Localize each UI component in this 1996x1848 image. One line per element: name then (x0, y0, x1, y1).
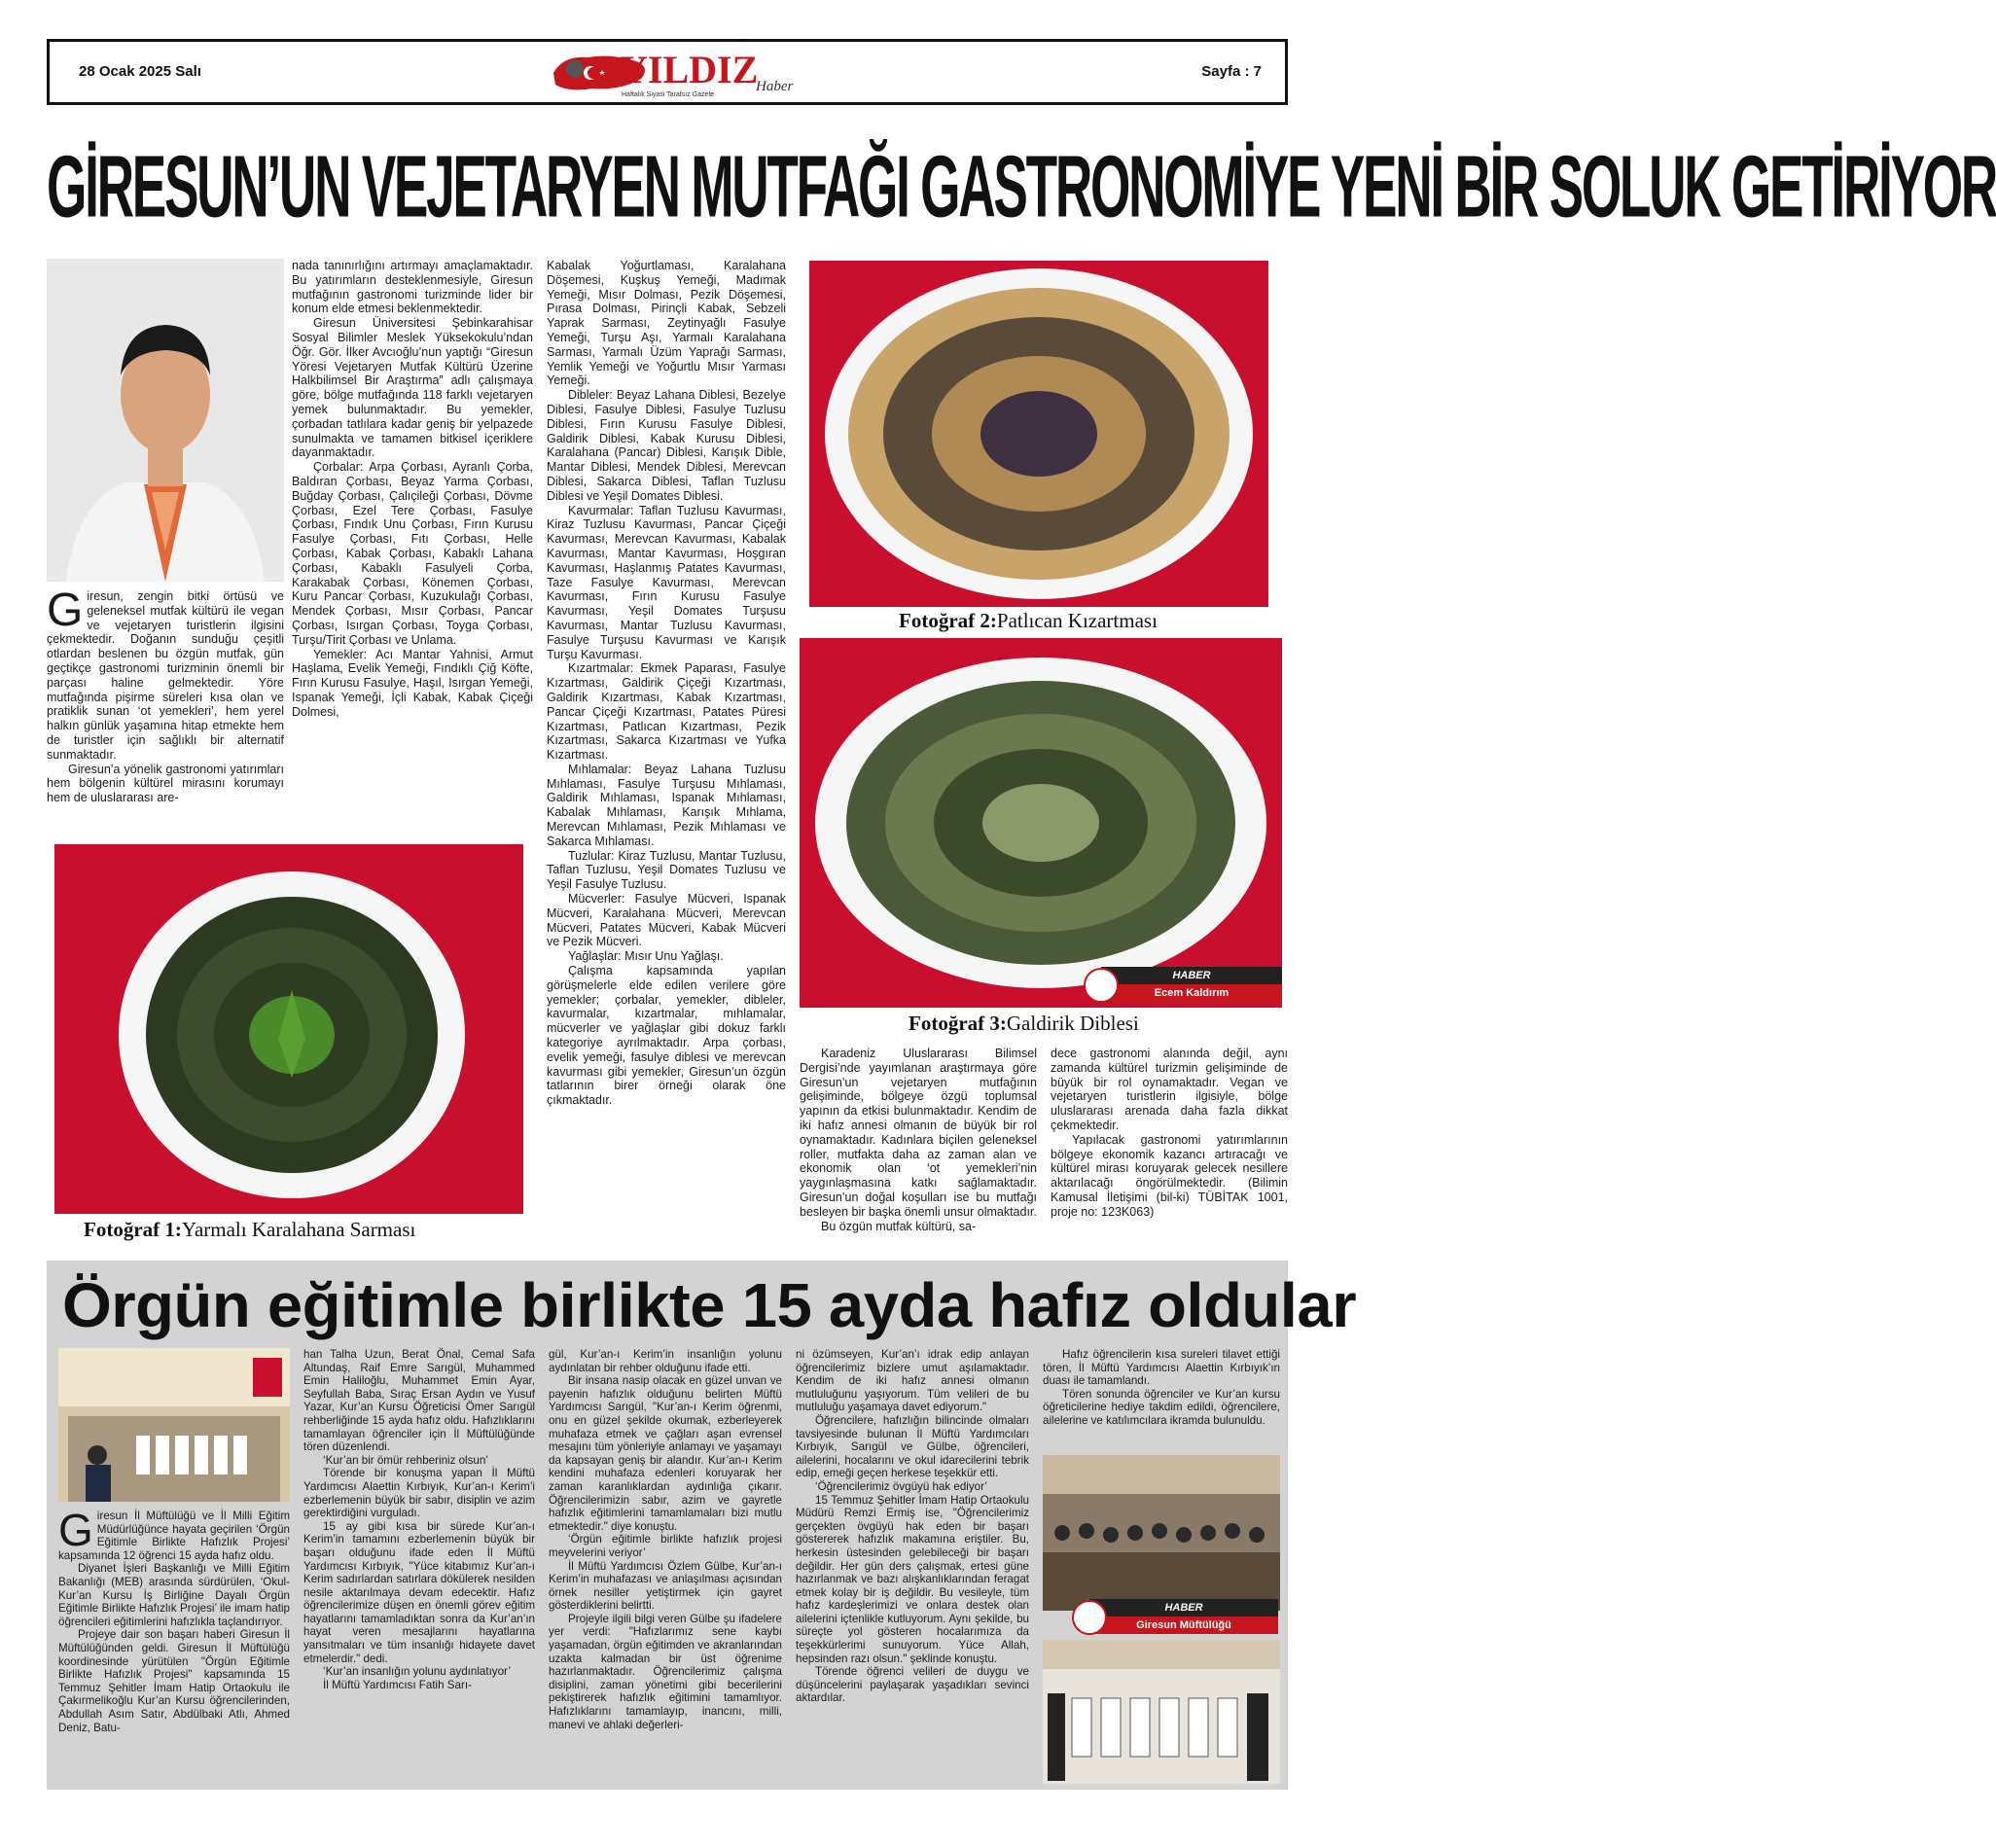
subheading: ‘Kur’an bir ömür rehberiniz olsun’ (323, 1453, 488, 1467)
caption-label: Fotoğraf 3: (909, 1012, 1007, 1035)
paragraph: Çalışma kapsamında yapılan görüşmelerle elde edilen verilere göre yemekler; çorbalar, yemekler, dibleler, kavurmalar, kızartmalar, mıhlamalar, mücverler ve yağlaşlar gibi dokuz farklı kategoriye ayrılmaktadır. Arpa çorbası, evelik yemeği, fasulye diblesi ve merevcan kavurması gibi yemekler, Giresun’un özgün tatlarının birer örneği olarak öne çıkmaktadır. (547, 964, 786, 1108)
paragraph: Mücverler: Fasulye Mücveri, Ispanak Mücveri, Karalahana Mücveri, Merevcan Mücveri, Patates Mücveri, Kabak Mücveri ve Pezik Mücveri. (547, 892, 786, 949)
photo-ceremony (58, 1348, 290, 1502)
author-badge-2 (1072, 1599, 1278, 1638)
paragraph: İl Müftü Yardımcısı Özlem Gülbe, Kur’an-ı Kerim’in muhafazası ve anlaşılması açısından örnek nesiller yetiştirmek için gayret gösterdiklerini belirtti. (549, 1559, 782, 1613)
badge-label: HABER (1101, 967, 1282, 984)
badge-label: HABER (1089, 1599, 1278, 1617)
subheading: ‘Kur’an insanlığın yolunu aydınlatıyor’ (323, 1665, 511, 1679)
article1-column-1 (47, 585, 284, 833)
paragraph: Tuzlular: Kiraz Tuzlusu, Mantar Tuzlusu, Taflan Tuzlusu, Yeşil Domates Tuzlusu ve Yeşil Fasulye Tuzlusu. (547, 848, 786, 892)
logo-title: YILDIZ (620, 48, 759, 91)
paragraph: iresun İl Müftülüğü ve İl Milli Eğitim Müdürlüğünce hayata geçirilen ‘Örgün Eğitimle Birlikte Hafızlık Projesi’ kapsamında 12 öğrenci 15 ayda hafız oldu. (58, 1510, 290, 1562)
paragraph: Törende öğrenci velileri de duygu ve düşüncelerini paylaşarak yaşadıkları sevinci aktardılar. (796, 1665, 1029, 1705)
paragraph: Bu özgün mutfak kültürü, sa- (821, 1219, 977, 1233)
article1-column-4 (800, 1047, 1037, 1255)
badge-author: Ecem Kaldırım (1101, 984, 1282, 1002)
dropcap: G (58, 1505, 93, 1555)
author-photo (47, 259, 284, 582)
article2-column-2 (303, 1348, 535, 1782)
paragraph: iresun, zengin bitki örtüsü ve geleneksel mutfak kültürü ile vegan ve vejetaryen turistlerin ilgisini çekmektedir. Doğanın sunduğu çeşitli otlardan beslenen bu özgün mutfak, gün geçtikçe gastronomi turizminin önemli bir parçası haline gelmektedir. Yöre mutfağında pişirme süreleri kısa olan ve pratiklik sunan ‘ot yemekleri’, hem yerel halkın günlük yaşamına hitap etmekte hem de turistler için sağlıklı bir alternatif sunmaktadır. (47, 589, 284, 762)
paragraph: Yağlaşlar: Mısır Unu Yağlaşı. (568, 949, 724, 964)
article2-column-4 (796, 1348, 1029, 1782)
paragraph: Bir insana nasip olacak en güzel unvan ve payenin hafızlık olduğunu belirten Müftü Yardımcısı Sarıgül, "Kur’an-ı Kerim öğrenmi, onu en güzel şekilde okumak, ezberleyerek muhafaza etmek ve çağları aşan evrensel mesajını tüm yönleriyle anlamayı ve yaşamayı da kapsayan geniş bir alandır. Kur’an-ı Kerim kendini muhafaza edenleri koruyarak her zaman karanlıklardan aydınlığa çıkarır. Öğrencilerimizin sabır, azim ve gayretle hafızlık eğitimlerini tamamlamaları bizi mutlu etmektedir." diye konuştu. (549, 1374, 782, 1533)
paragraph: dece gastronomi alanında değil, aynı zamanda kültürel turizmin gelişiminde de büyük bir rol oynamaktadır. Vegan ve vejetaryen turistlerin ilgisiyle, bölge uluslararası arenada daha fazla dikkat çekmektedir. (1051, 1047, 1288, 1132)
article1-headline: GİRESUN’UN VEJETARYEN MUTFAĞI GASTRONOMİYE YENİ BİR SOLUK GETİRİYOR (47, 138, 1996, 235)
caption-label: Fotoğraf 1: (84, 1218, 182, 1241)
paragraph: 15 Temmuz Şehitler İmam Hatip Ortaokulu Müdürü Remzi Ermiş ise, "Öğrencilerimiz gerçekten övgüyü hak eden bir başarı göstererek hafızlık makamına eriştiler. Bu, herkesin üstesinden gelebileceği bir başarı değildir. Her gün ders çalışmak, ertesi güne hazırlanmak ve bazı alışkanlıklarından feragat etmek kolay bir iş değildir. Bu vesileyle, tüm hafız kardeşlerimizi ve onlara destek olan ailelerini içtenlikle kutluyorum. Aynı şekilde, bu süreçte yol gösteren hocalarımıza da teşekkürlerimi sunuyorum. Yüce Allah, hepsinden razı olsun." şeklinde konuştu. (796, 1493, 1029, 1665)
paragraph: Diyanet İşleri Başkanlığı ve Milli Eğitim Bakanlığı (MEB) arasında sürdürülen, ‘Okul-Kur’an Kursu İş Birliğine Dayalı Örgün Eğitimle Birlikte Hafızlık Projesi’ ile imam hatip öğrencileri eğitimlerini hafızlıkla taçlandırıyor. (58, 1562, 290, 1628)
paragraph: Törende bir konuşma yapan İl Müftü Yardımcısı Alaettin Kırbıyık, Kur’an-ı Kerim’i ezberlemenin büyük bir sabır, disiplin ve azim gerektirdiğini vurguladı. (303, 1467, 535, 1520)
article2-column-5 (1043, 1348, 1280, 1451)
caption-text: Patlıcan Kızartması (996, 609, 1158, 632)
newspaper-logo (544, 44, 816, 102)
photo-patlican (809, 261, 1268, 607)
photo-caption-1 (84, 1218, 415, 1242)
paragraph: Hafız öğrencilerin kısa sureleri tilavet ettiği tören, İl Müftü Yardımcısı Alaettin Kırbıyık’ın duası ile tamamlandı. (1043, 1348, 1280, 1388)
paragraph: Yemekler: Acı Mantar Yahnisi, Armut Haşlama, Evelik Yemeği, Fındıklı Çiğ Köfte, Fırın Kurusu Fasulye, Haşıl, Isırgan Yemeği, Ispanak Yemeği, İçli Kabak, Kabak Çiçeği Dolmesi, (292, 647, 533, 719)
photo-caption-3 (909, 1012, 1139, 1036)
article2-column-3 (549, 1348, 782, 1782)
paragraph: Karadeniz Uluslararası Bilimsel Dergisi’nde yayımlanan araştırmaya göre Giresun’un vejetaryen mutfağının gelişiminde, bölgeye özgü toplumsal yapının da etkisi bulunmaktadır. Kendim de iki hafız annesi olmanın de büyük bir rol oynamaktadır. Kadınlara biçilen geleneksel roller, mutfakta daha az zaman alan ve ekonomik olan ‘ot yemekleri’nin yaygınlaşmasına katkı sağlamaktadır. Giresun’un doğal koşulları ise bu mutfağı besleyen bir başka önemli unsur olmaktadır. (800, 1047, 1037, 1219)
caption-text: Yarmalı Karalahana Sarması (181, 1218, 416, 1241)
article2-column-1 (58, 1505, 290, 1782)
badge-logo-icon (1084, 968, 1119, 1003)
caption-label: Fotoğraf 2: (899, 609, 997, 632)
paragraph: Kızartmalar: Ekmek Paparası, Fasulye Kızartması, Galdirik Çiçeği Kızartması, Galdirik Kızartması, Kabak Kızartması, Pancar Çiçeği Kızartması, Patates Püresi Kızartması, Patlıcan Kızartması, Pezik Kızartması, Sakarca Kızartması ve Yufka Kızartması. (547, 661, 786, 763)
logo-script: Haber (756, 79, 794, 94)
article1-column-3 (547, 259, 786, 1255)
photo-caption-2 (899, 609, 1158, 633)
badge-logo-icon (1072, 1600, 1107, 1635)
paragraph: Mıhlamalar: Beyaz Lahana Tuzlusu Mıhlaması, Fasulye Turşusu Mıhlaması, Galdirik Mıhlaması, Ispanak Mıhlaması, Kabalak Mıhlaması, Karışık Mıhlama, Merevcan Mıhlaması, Pezik Mıhlaması ve Sakarca Mıhlaması. (547, 762, 786, 848)
paragraph: Tören sonunda öğrenciler ve Kur’an kursu öğreticilerine hediye takdim edildi, öğrencilere, ailelerine ve katılımcılara ikramda bulunuldu. (1043, 1387, 1280, 1427)
paragraph: gül, Kur’an-ı Kerim’in insanlığın yolunu aydınlatan bir rehber olduğunu ifade etti. (549, 1348, 782, 1374)
paragraph: 15 ay gibi kısa bir sürede Kur’an-ı Kerim’in tamamını ezberlemenin büyük bir başarı olduğunu ifade eden İl Müftü Yardımcısı Kırbıyık, "Yüce kitabımız Kur’an-ı Kerim sadırlardan satırlara dökülerek nesilden nesile aktarılmaya devam edecektir. Hafız öğrencilerimize düşen en önemli görev eğitim hayatlarını tamamladıktan sonra da Kur’an’ın hayat veren mesajlarını hayatlarına yansıtmaları ve tüm insanlığı hidayete davet etmelerdir." dedi. (303, 1519, 535, 1665)
subheading: ‘Öğrencilerimiz övgüyü hak ediyor’ (815, 1479, 987, 1493)
paragraph: Giresun Üniversitesi Şebinkarahisar Sosyal Bilimler Meslek Yüksekokulu’ndan Öğr. Gör. İlker Avcıoğlu’nun yaptığı “Giresun Yöresi Vejetaryen Mutfak Kültürü Üzerine Halkbilimsel Bir Araştırma” adlı çalışmaya göre, bölge mutfağında 118 farklı vejetaryen yemek bulunmaktadır. Bu yemekler, çorbadan tatlılara kadar geniş bir yelpazede sunulmakta ve tamamen bitkisel içeriklere dayanmaktadır. (292, 316, 533, 460)
paragraph: Projeyle ilgili bilgi veren Gülbe şu ifadelere yer verdi: "Hafızlarımız sene kaybı yaşamadan, örgün eğitimden ve akranlarından uzakta kalmadan bir üst öğrenime hazırlanmaktadır. Öğrencilerimiz çalışma disiplini, zaman yönetimi gibi becerilerini pekiştirerek hafızlık eğitimini tamamlıyor. Hafızlıklarını tamamlayıp, inancını, milli, manevi ve ahlaki değerleri- (549, 1612, 782, 1731)
dropcap: G (47, 585, 84, 636)
badge-author: Giresun Müftülüğü (1089, 1617, 1278, 1634)
article1-column-5 (1051, 1047, 1288, 1255)
paragraph: ni özümseyen, Kur’an’ı idrak edip anlayan öğrencilerimiz bizlere umut aşılamaktadır. Kendim de iki hafız annesi olmanın mutluluğunu yaşıyorum. Tüm velileri de bu mutluluğu yaşamaya davet ediyorum." (796, 1348, 1029, 1414)
paragraph: İl Müftü Yardımcısı Fatih Sarı- (323, 1678, 472, 1691)
paragraph: han Talha Uzun, Berat Önal, Cemal Safa Altundaş, Raif Emre Sarıgül, Muhammed Emin Haliloğlu, Muhammet Emin Ayar, Seyfullah Baba, Sıraç Ersan Aydın ve Yusuf Yazar, Kur’an Kursu Öğreticisi Ömer Sarıgül rehberliğinde 15 ayda hafız oldu. Hafızlıklarını tamamlayan öğrenciler için İl Müftülüğünde tören düzenlendi. (303, 1348, 535, 1454)
photo-hall (1043, 1455, 1280, 1611)
subheading: ‘Örgün eğitimle birlikte hafızlık projesi meyvelerini veriyor’ (549, 1533, 782, 1559)
page-number: Sayfa : 7 (1201, 63, 1262, 80)
paragraph: nada tanınırlığını artırmayı amaçlamaktadır. Bu yatırımların desteklenmesiyle, Giresun mutfağının gastronomi turizminde lider bir konum elde etmesi beklenmektedir. (292, 259, 533, 316)
paragraph: Çorbalar: Arpa Çorbası, Ayranlı Çorba, Baldıran Çorbası, Beyaz Yarma Çorbası, Buğday Çorbası, Çalıçileği Çorbası, Dövme Çorbası, Ezel Tere Çorbası, Fasulye Çorbası, Fındık Unu Çorbası, Fırın Kurusu Fasulye Çorbası, Fıtı Çorbası, Helle Çorbası, Kabak Çorbası, Kabaklı Lahana Çorbası, Kabaklı Fasulyeli Çorba, Karakabak Çorbası, Könemen Çorbası, Kuru Pancar Çorbası, Kuzukulağı Çorbası, Mendek Çorbası, Mısır Çorbası, Pancar Çorbası, Isırgan Çorbası, Toyga Çorbası, Turşu/Tirit Çorbası ve Unlama. (292, 460, 533, 647)
logo-subtitle: Haftalık Siyasi Tarafsız Gazete (622, 91, 715, 98)
paragraph: Dibleler: Beyaz Lahana Diblesi, Bezelye Diblesi, Fasulye Diblesi, Fasulye Tuzlusu Diblesi, Fırın Kurusu Fasulye Diblesi, Galdirik Diblesi, Kabak Kurusu Diblesi, Karalahana (Pancar) Diblesi, Karışık Dible, Mantar Diblesi, Mendek Diblesi, Merevcan Diblesi, Sakarca Diblesi, Taflan Tuzlusu Diblesi ve Yeşil Domates Diblesi. (547, 388, 786, 503)
issue-date: 28 Ocak 2025 Salı (79, 63, 201, 80)
photo-sarma (54, 844, 523, 1214)
caption-text: Galdirik Diblesi (1006, 1012, 1139, 1035)
page-header (47, 39, 1288, 105)
paragraph: Giresun’a yönelik gastronomi yatırımları hem bölgenin kültürel mirasını korumayı hem de uluslararası are- (47, 762, 284, 805)
paragraph: Kabalak Yoğurtlaması, Karalahana Döşemesi, Kuşkuş Yemeği, Madımak Yemeği, Mısır Dolması, Pezik Döşemesi, Pırasa Dolması, Pirinçli Kabak, Sebzeli Yaprak Sarması, Zeytinyağlı Fasulye Yemeği, Turşu Aşı, Yarmalı Karalahana Sarması, Yarmalı Üzüm Yaprağı Sarması, Yemlik Yemeği ve Yoğurtlu Mısır Yarması Yemeği. (547, 259, 786, 388)
paragraph: Kavurmalar: Taflan Tuzlusu Kavurması, Kiraz Tuzlusu Kavurması, Pancar Çiçeği Kavurması, Merevcan Kavurması, Kabalak Kavurması, Mantar Kavurması, Hoşgıran Kavurması, Haşlanmış Patates Kavurması, Taze Fasulye Kavurması, Merevcan Kavurması, Fırın Kurusu Fasulye Kavurması, Yeşil Domates Turşusu Kavurması, Mantar Tuzlusu Kavurması, Fasulye Turşusu Kavurması ve Karışık Turşu Kavurması. (547, 503, 786, 661)
article2-headline: Örgün eğitimle birlikte 15 ayda hafız oldular (62, 1270, 1357, 1340)
photo-group (1043, 1640, 1280, 1784)
photo-galdirik (800, 638, 1282, 1008)
paragraph: Projeye dair son başarı haberi Giresun İl Müftülüğünden geldi. Giresun İl Müftülüğü koordinesinde yürütülen "Örgün Eğitimle Birlikte Hafızlık Projesi" kapsamında 15 Temmuz Şehitler İmam Hatip Ortaokulu ile Çakırmelikoğlu Kur’an Kursu öğrencilerinden, Abdullah Asım Satır, Abdülbaki Atlı, Ahmed Deniz, Batu- (58, 1628, 290, 1734)
paragraph: Yapılacak gastronomi yatırımlarının bölgeye ekonomik kazancı artıracağı ve kültürel mirası koruyarak gelecek nesillere aktarılacağı öngörülmektedir. (Bilimin Kamusal İletişimi (bil-ki) TÜBİTAK 1001, proje no: 123K063) (1051, 1132, 1288, 1219)
author-badge-1 (1084, 967, 1282, 1006)
paragraph: Öğrencilere, hafızlığın bilincinde olmaları tavsiyesinde bulunan İl Müftü Yardımcıları Kırbıyık, Sarıgül ve Gülbe, öğrencileri, ailelerini, hocalarını ve okul idarecilerini tebrik edip, emeği geçen herkese teşekkür etti. (796, 1413, 1029, 1480)
article1-column-2 (292, 259, 533, 833)
